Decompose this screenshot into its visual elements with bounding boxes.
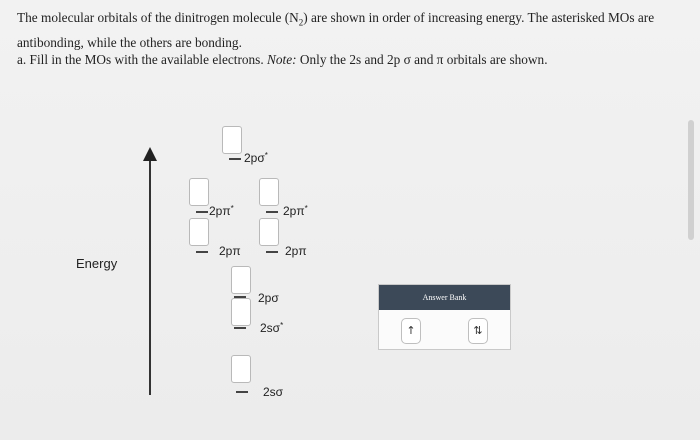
part-a-instruction bbox=[17, 52, 548, 68]
orbital-line-sigma2p-star bbox=[229, 158, 241, 160]
orbital-drop-sigma2s[interactable] bbox=[231, 355, 251, 383]
energy-arrow-icon bbox=[143, 147, 157, 161]
orbital-drop-pi2p-right[interactable] bbox=[259, 218, 279, 246]
energy-axis-label: Energy bbox=[76, 256, 118, 271]
orbital-label-sigma2s-star: 2sσ* bbox=[260, 321, 284, 335]
energy-axis-line bbox=[149, 158, 151, 395]
intro-text-2: ) are shown in order of increasing energy. The asterisked MOs are antibonding, while the others are bonding. bbox=[17, 10, 655, 50]
orbital-drop-pi2p-star-right[interactable] bbox=[259, 178, 279, 206]
note-text: Only the 2s and 2p σ and π orbitals are shown. bbox=[296, 52, 548, 67]
note-label: Note: bbox=[267, 52, 297, 67]
orbital-label-pi2p-star-right: 2pπ* bbox=[283, 204, 308, 218]
orbital-drop-sigma2p-star[interactable] bbox=[222, 126, 242, 154]
orbital-drop-pi2p-left[interactable] bbox=[189, 218, 209, 246]
orbital-line-pi2p-right bbox=[266, 251, 278, 253]
orbital-line-sigma2s bbox=[236, 391, 248, 393]
orbital-label-sigma2p-star: 2pσ* bbox=[244, 151, 268, 165]
page-scrollbar[interactable] bbox=[688, 120, 694, 240]
intro-subscript: 2 bbox=[298, 17, 304, 28]
orbital-drop-pi2p-star-left[interactable] bbox=[189, 178, 209, 206]
orbital-label-pi2p-left: 2pπ bbox=[219, 244, 241, 258]
part-a-prefix: a. Fill in the MOs with the available electrons. bbox=[17, 52, 267, 67]
single-electron-chip[interactable]: ↑ bbox=[401, 318, 421, 344]
orbital-label-pi2p-star-left: 2pπ* bbox=[209, 204, 234, 218]
orbital-line-pi2p-star-right bbox=[266, 211, 278, 213]
question-intro bbox=[17, 8, 677, 52]
orbital-line-pi2p-star-left bbox=[196, 211, 208, 213]
electron-pair-chip[interactable]: ⇅ bbox=[468, 318, 488, 344]
answer-bank-title: Answer Bank bbox=[379, 285, 510, 310]
answer-bank bbox=[378, 284, 511, 350]
orbital-line-pi2p-left bbox=[196, 251, 208, 253]
orbital-label-sigma2s: 2sσ bbox=[263, 385, 284, 399]
orbital-line-sigma2s-star bbox=[234, 327, 246, 329]
orbital-drop-sigma2p[interactable] bbox=[231, 266, 251, 294]
orbital-drop-sigma2s-star[interactable] bbox=[231, 298, 251, 326]
orbital-label-pi2p-right: 2pπ bbox=[285, 244, 307, 258]
orbital-label-sigma2p: 2pσ bbox=[258, 291, 279, 305]
intro-text-1: The molecular orbitals of the dinitrogen molecule (N bbox=[17, 10, 299, 25]
